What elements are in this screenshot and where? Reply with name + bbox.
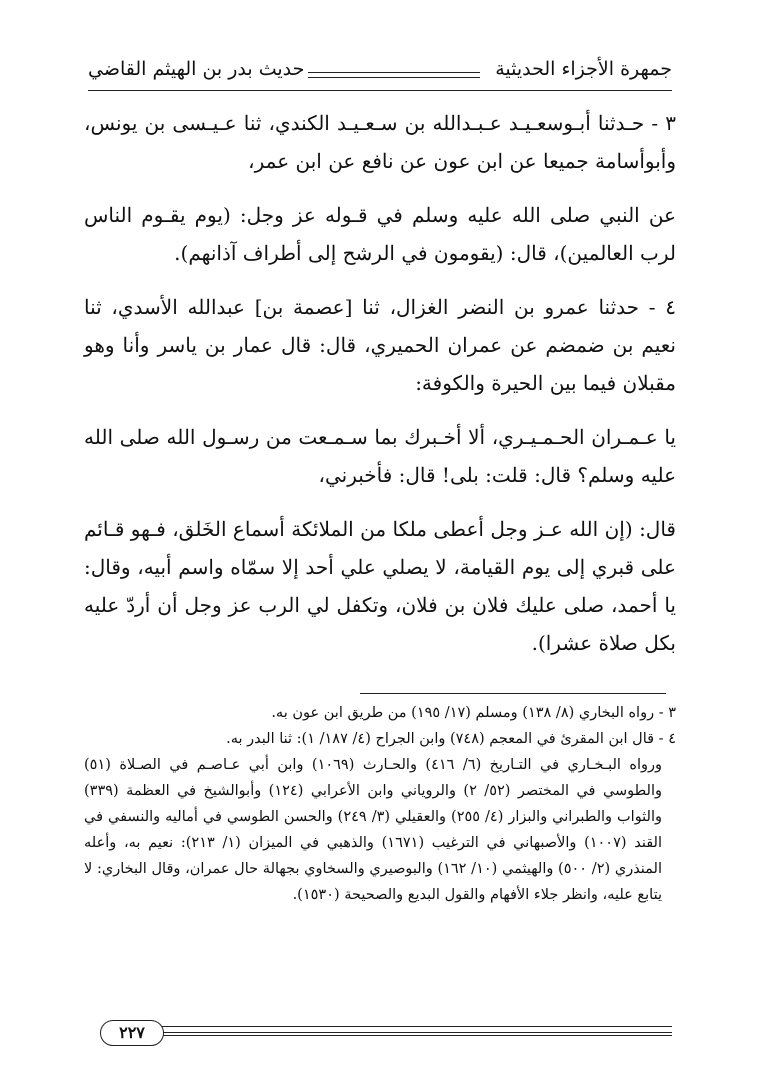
- footer-rule: [160, 1035, 672, 1036]
- main-text: [84, 104, 676, 672]
- hadith-3-isnad: ٣ - حـدثنا أبـوسعـيـد عـبـدالله بن سـعـيـد الكندي، ثنا عـيـسى بن يونس، وأبوأسامة جميعا عن ابن عون عن نافع عن ابن عمر،: [84, 111, 676, 173]
- hadith-3-matn: عن النبي صلى الله عليه وسلم في قـوله عز وجل: (يوم يقـوم الناس لرب العالمين)، قال: (يقومون في الرشح إلى أطراف آذانهم).: [84, 203, 676, 265]
- footnote-4-source: ٤ - قال ابن المقرئ في المعجم (٧٤٨) وابن الجراح (٤/ ١٨٧/ ١): ثنا البدر به.: [226, 731, 676, 747]
- running-header: [88, 52, 672, 92]
- part-title: حديث بدر بن الهيثم القاضي: [88, 58, 305, 80]
- page-footer: [88, 1016, 672, 1056]
- hadith-4-intro: يا عـمـران الحـمـيـري، ألا أخـبرك بما سـمـعت من رسـول الله صلى الله عليه وسلم؟ قال: قلت: بلى! قال: فأخبرني،: [84, 425, 676, 487]
- footnote-3: ٣ - رواه البخاري (٨/ ١٣٨) ومسلم (١٧/ ١٩٥) من طريق ابن عون به.: [271, 705, 676, 721]
- page-number: ٢٢٧: [100, 1020, 164, 1046]
- header-underline: [88, 90, 672, 91]
- book-title: جمهرة الأجزاء الحديثية: [495, 58, 672, 80]
- footnote-4-takhrij: ورواه البـخـاري في التـاريخ (٦/ ٤١٦) والحـارث (١٠٦٩) وابن أبي عـاصـم في الصـلاة (٥١) والطوسي في المختصر (٥٢/ ٢) والروياني وابن الأعرابي (١٢٤) وأبوالشيخ في العظمة (٣٣٩) والثواب والطبراني والبزار (٤/ ٢٥٥) والعقيلي (٣/ ٢٤٩) والحسن الطوسي في أماليه والنسفي في القند (١٠٠٧) والأصبهاني في الترغيب (١٦٧١) والذهبي في الميزان (١/ ٢١٣): نعيم به، وأعله المنذري (٢/ ٥٠٠) والهيثمي (١٠/ ١٦٢) والبوصيري والسخاوي بجهالة حال عمران، وقال البخاري: لا يتابع عليه، وانظر جلاء الأفهام والقول البديع والصحيحة (١٥٣٠).: [84, 757, 663, 903]
- footer-double-rule: [160, 1026, 672, 1033]
- hadith-4-matn: قال: (إن الله عـز وجل أعطى ملكا من الملائكة أسماع الخَلق، فـهو قـائم على قبري إلى يوم القيامة، لا يصلي علي أحد إلا سمّاه واسم أبيه، وقال: يا أحمد، صلى عليك فلان بن فلان، وتكفل لي الرب عز وجل أن أردّ عليه بكل صلاة عشرا).: [84, 517, 676, 655]
- hadith-4-isnad: ٤ - حدثنا عمرو بن النضر الغزال، ثنا [عصمة بن] عبدالله الأسدي، ثنا نعيم بن ضمضم عن عمران الحميري، قال: قال عمار بن ياسر وأنا وهو مقبلان فيما بين الحيرة والكوفة:: [84, 295, 676, 395]
- footnote-separator: [360, 693, 666, 694]
- footnotes: [84, 700, 676, 908]
- header-double-rule: [308, 72, 480, 78]
